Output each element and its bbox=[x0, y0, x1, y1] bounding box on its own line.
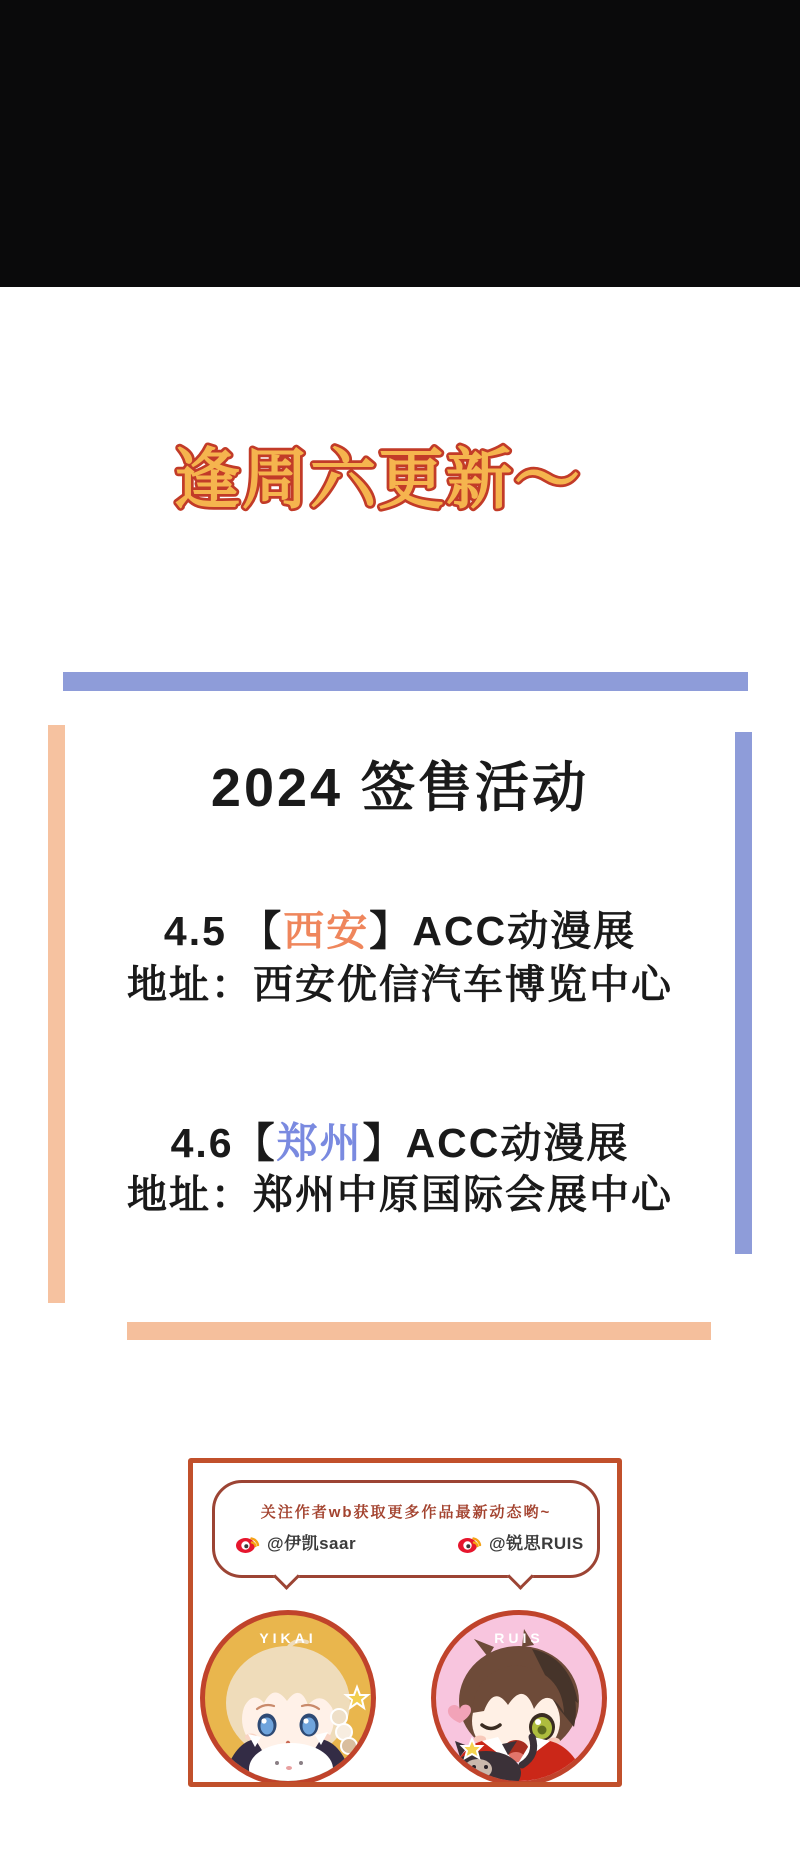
bubble-text: 关注作者wb获取更多作品最新动态哟~ bbox=[260, 1504, 552, 1521]
weibo-account-ruis bbox=[457, 1529, 584, 1554]
event-2-address: 地址：郑州中原国际会展中心 bbox=[127, 1173, 673, 1217]
author-info-card bbox=[188, 1458, 622, 1787]
events-panel-title: 2024 签售活动 bbox=[210, 758, 590, 818]
event-1-address: 地址：西安优信汽车博览中心 bbox=[127, 963, 673, 1007]
avatar-ruis bbox=[431, 1610, 607, 1786]
update-schedule-note bbox=[0, 428, 800, 538]
weibo-handle: @伊凯saar bbox=[267, 1534, 357, 1553]
avatar-yikai bbox=[200, 1610, 376, 1786]
event-1-name: 】ACC动漫展 bbox=[369, 908, 637, 954]
event-2-city: 郑州 bbox=[276, 1120, 363, 1166]
weibo-account-yikai bbox=[235, 1529, 356, 1554]
bottom-orange-bar bbox=[127, 1322, 711, 1340]
event-2-date: 4.6【 bbox=[170, 1120, 277, 1166]
top-black-banner bbox=[0, 0, 800, 287]
weibo-handle: @锐思RUIS bbox=[489, 1534, 584, 1553]
avatar-label-ruis: RUIS bbox=[494, 1630, 544, 1646]
event-2-headline bbox=[0, 1120, 800, 1166]
event-1-city: 西安 bbox=[283, 908, 370, 954]
event-1-headline bbox=[0, 908, 800, 954]
event-2-name: 】ACC动漫展 bbox=[362, 1120, 630, 1166]
event-1-date: 4.5 【 bbox=[163, 908, 284, 954]
update-schedule-text: 逢周六更新～ bbox=[174, 442, 582, 516]
weibo-icon bbox=[457, 1530, 483, 1554]
speech-bubble bbox=[212, 1480, 600, 1578]
weibo-icon bbox=[235, 1530, 261, 1554]
avatar-label-yikai: YIKAI bbox=[259, 1630, 317, 1646]
top-blue-bar bbox=[63, 672, 748, 691]
